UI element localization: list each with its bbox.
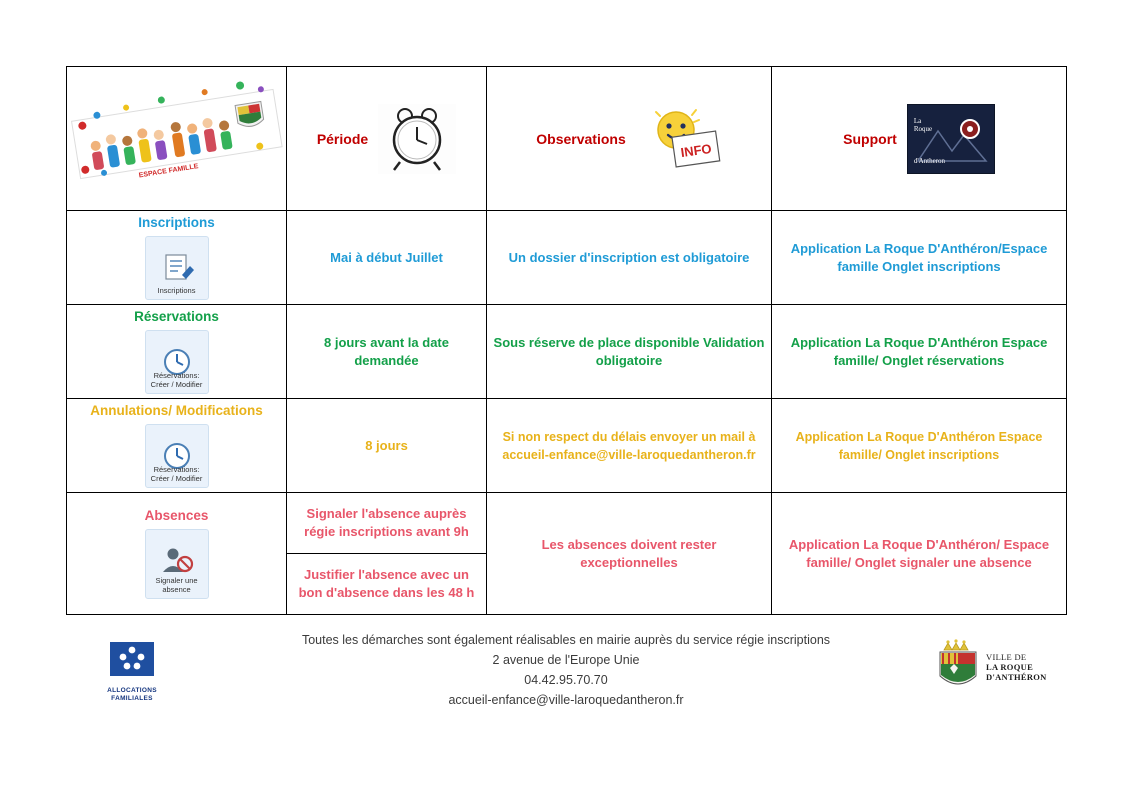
alarm-clock-icon: [378, 104, 456, 174]
row-label-reservations: [67, 305, 287, 399]
procedures-table: [66, 66, 1067, 615]
caf-logo-line1: ALLOCATIONS: [107, 687, 157, 694]
header-observations-cell: [487, 67, 772, 211]
row-title-reservations: Réservations: [134, 309, 219, 324]
table-header-row: [67, 67, 1067, 211]
table-row-inscriptions: [67, 211, 1067, 305]
cell-inscriptions-observations: [487, 211, 772, 305]
info-badge-text: INFO: [679, 140, 713, 160]
text-inscriptions-observations: Un dossier d'inscription est obligatoire: [508, 249, 750, 265]
footer-contact-block: [66, 632, 1066, 712]
text-annulations-observations: Si non respect du délais envoyer un mail à accueil-enfance@ville-laroquedantheron.fr: [502, 429, 756, 462]
row-title-annulations: Annulations/ Modifications: [90, 403, 263, 418]
text-absences-periode-top: Signaler l'absence auprès régie inscriptions avant 9h: [304, 506, 469, 539]
footer-line-3: 04.42.95.70.70: [524, 673, 608, 687]
header-support-cell: [772, 67, 1067, 211]
header-support-label: Support: [843, 130, 897, 147]
cell-inscriptions-periode: [287, 211, 487, 305]
header-periode-label: Période: [316, 130, 369, 147]
cell-absences-support: [772, 493, 1067, 615]
table-row-reservations: [67, 305, 1067, 399]
clock-reservations-icon: [145, 424, 209, 488]
footer-line-1: Toutes les démarches sont également réalisables en mairie auprès du service régie inscriptions: [301, 633, 831, 647]
caf-logo: [96, 640, 168, 702]
text-reservations-periode: 8 jours avant la date demandée: [324, 334, 449, 368]
info-emoji-icon: [636, 104, 722, 174]
row-label-inscriptions: [67, 211, 287, 305]
text-inscriptions-periode: Mai à début Juillet: [330, 249, 443, 265]
header-observations-label: Observations: [536, 130, 626, 147]
cell-inscriptions-support: [772, 211, 1067, 305]
table-row-annulations: [67, 399, 1067, 493]
annulations-icon-caption: Réservations: Créer / Modifier: [150, 465, 203, 483]
city-logo-text: VILLE DE LA ROQUE D'ANTHÉRON: [986, 652, 1047, 682]
signal-absence-icon: [145, 529, 209, 599]
caf-emblem-icon: [96, 640, 168, 682]
footer-line-4: accueil-enfance@ville-laroquedantheron.fr: [448, 693, 684, 707]
reservations-icon-caption: Réservations: Créer / Modifier: [150, 371, 203, 389]
text-annulations-support: Application La Roque D'Anthéron Espace famille/ Onglet inscriptions: [795, 429, 1043, 462]
clock-reservations-icon: [145, 330, 209, 394]
row-label-absences: [67, 493, 287, 615]
espace-famille-banner-icon: [71, 81, 283, 189]
cell-reservations-periode: [287, 305, 487, 399]
la-roque-app-logo-icon: [907, 104, 995, 174]
app-logo-name: La Roque: [913, 116, 933, 133]
cell-absences-periode: [287, 493, 487, 615]
absences-icon-caption: Signaler une absence: [155, 576, 198, 594]
text-absences-support: Application La Roque D'Anthéron/ Espace famille/ Onglet signaler une absence: [788, 536, 1050, 570]
cell-annulations-periode: [287, 399, 487, 493]
cell-absences-observations: [487, 493, 772, 615]
text-absences-observations: Les absences doivent rester exceptionnelles: [541, 536, 717, 570]
row-title-inscriptions: Inscriptions: [138, 215, 215, 230]
cell-reservations-observations: [487, 305, 772, 399]
cell-annulations-support: [772, 399, 1067, 493]
row-label-annulations: [67, 399, 287, 493]
header-periode-cell: [287, 67, 487, 211]
caf-logo-line2: FAMILIALES: [111, 695, 153, 702]
cell-reservations-support: [772, 305, 1067, 399]
text-inscriptions-support: Application La Roque D'Anthéron/Espace famille Onglet inscriptions: [790, 240, 1048, 274]
cell-annulations-observations: [487, 399, 772, 493]
row-title-absences: Absences: [144, 508, 209, 523]
text-reservations-support: Application La Roque D'Anthéron Espace famille/ Onglet réservations: [790, 334, 1048, 368]
text-annulations-periode: 8 jours: [365, 437, 408, 453]
inscriptions-icon-caption: Inscriptions: [157, 286, 196, 295]
text-absences-periode-bottom: Justifier l'absence avec un bon d'absence dans les 48 h: [298, 567, 475, 600]
inscriptions-form-icon: [145, 236, 209, 300]
banner-cell: [67, 67, 287, 211]
text-reservations-observations: Sous réserve de place disponible Validation obligatoire: [493, 334, 765, 368]
table-row-absences: [67, 493, 1067, 615]
app-logo-subname: d'Antheron: [913, 156, 946, 165]
svg-text:ESPACE FAMILLE: ESPACE FAMILLE: [138, 163, 199, 180]
footer-line-2: 2 avenue de l'Europe Unie: [492, 653, 640, 667]
city-logo: [930, 638, 1060, 698]
